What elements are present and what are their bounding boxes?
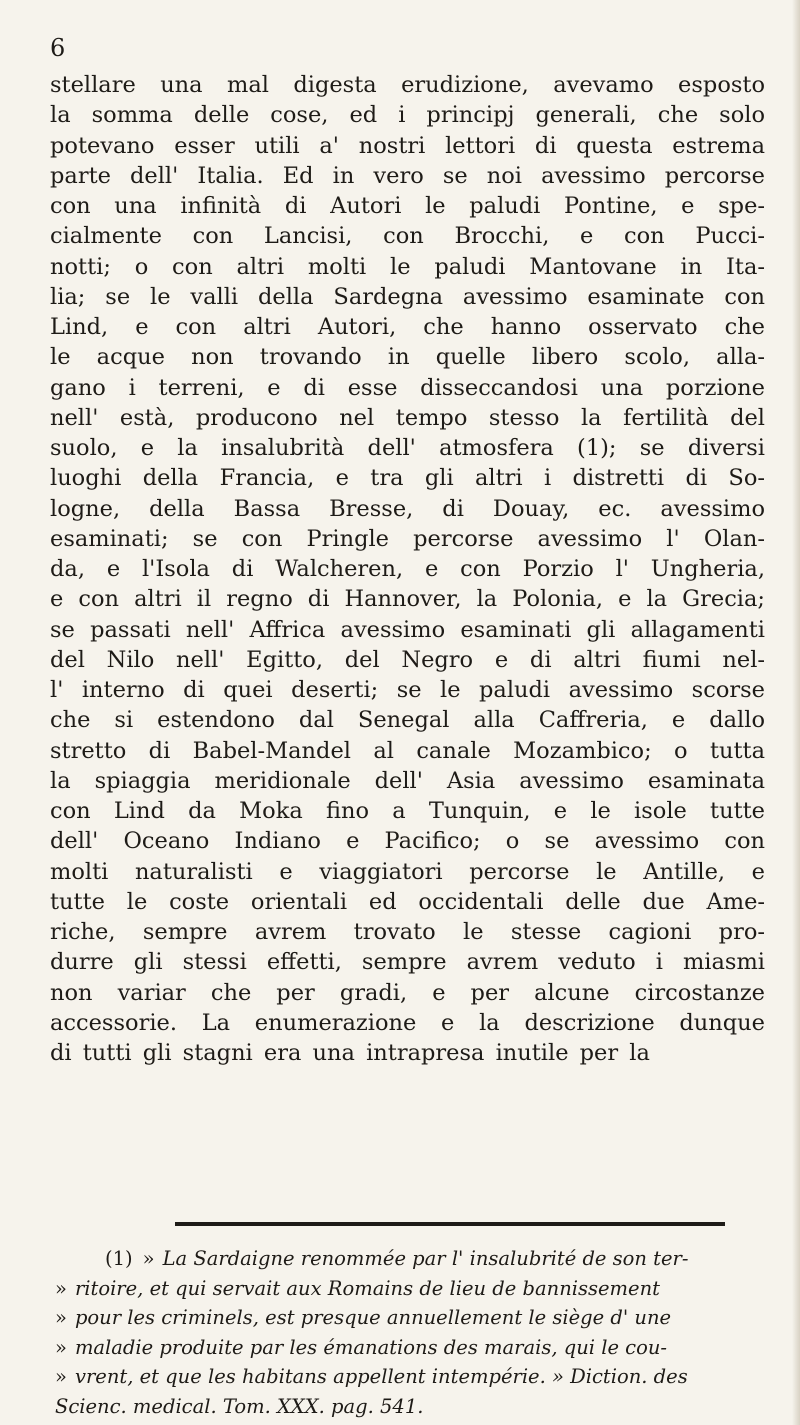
footnote [55, 1244, 765, 1421]
footnote-line [55, 1244, 765, 1274]
footnote-line [55, 1362, 765, 1392]
page-number: 6 [50, 34, 66, 62]
text-line: stretto di Babel-Mandel al canale Mozambico; o tutta [50, 737, 765, 764]
footnote-text: maladie produite par les émanations des marais, qui le cou- [74, 1335, 667, 1359]
quote-mark: » [55, 1365, 67, 1388]
text-line: parte dell' Italia. Ed in vero se noi avessimo percorse [50, 162, 765, 189]
text-line: esaminati; se con Pringle percorse avessimo l' Olan- [50, 525, 765, 552]
footnote-line [55, 1303, 765, 1333]
footnote-marker: (1) [105, 1247, 133, 1270]
footnote-line [55, 1333, 765, 1363]
text-line: se passati nell' Affrica avessimo esaminati gli allagamenti [50, 616, 765, 643]
text-line: suolo, e la insalubrità dell' atmosfera (1); se diversi [50, 435, 765, 461]
text-line: con una infinità di Autori le paludi Pontine, e spe- [50, 193, 765, 219]
page-edge-shadow [792, 0, 800, 1425]
text-line: da, e l'Isola di Walcheren, e con Porzio l' Ungheria, [50, 556, 765, 582]
text-line: luoghi della Francia, e tra gli altri i distretti di So- [50, 465, 765, 492]
footnote-line [55, 1274, 765, 1304]
footnote-text: vrent, et que les habitans appellent intempérie. » Diction. des [74, 1365, 688, 1388]
text-line: la somma delle cose, ed i principj generali, che solo [50, 102, 765, 129]
text-line: nell' està, producono nel tempo stesso la fertilità del [50, 404, 765, 431]
body-text [50, 70, 765, 1068]
quote-mark: » [55, 1276, 67, 1300]
text-line: e con altri il regno di Hannover, la Polonia, e la Grecia; [50, 586, 765, 613]
text-line: Lind, e con altri Autori, che hanno osservato che [50, 314, 765, 340]
text-line: logne, della Bassa Bresse, di Douay, ec. avessimo [50, 495, 765, 522]
text-line: l' interno di quei deserti; se le paludi avessimo scorse [50, 677, 765, 703]
footnote-text: La Sardaigne renommée par l' insalubrité de son ter- [162, 1247, 689, 1270]
text-line: durre gli stessi effetti, sempre avrem veduto i miasmi [50, 949, 765, 976]
text-line: molti naturalisti e viaggiatori percorse le Antille, e [50, 858, 765, 885]
text-line: che si estendono dal Senegal alla Caffreria, e dallo [50, 707, 765, 734]
text-line: notti; o con altri molti le paludi Mantovane in Ita- [50, 253, 765, 280]
text-line: la spiaggia meridionale dell' Asia avessimo esaminata [50, 767, 765, 794]
text-line: non variar che per gradi, e per alcune circostanze [50, 979, 765, 1006]
text-line: cialmente con Lancisi, con Brocchi, e con Pucci- [50, 223, 765, 250]
text-line: le acque non trovando in quelle libero scolo, alla- [50, 344, 765, 371]
footnote-text: Scienc. medical. Tom. XXX. pag. 541. [55, 1394, 424, 1418]
text-line: accessorie. La enumerazione e la descrizione dunque [50, 1009, 765, 1036]
footnote-line [55, 1392, 765, 1422]
footnote-text: pour les criminels, est presque annuellement le siège d' une [74, 1306, 672, 1329]
text-line: stellare una mal digesta erudizione, avevamo esposto [50, 72, 765, 98]
text-line: del Nilo nell' Egitto, del Negro e di altri fiumi nel- [50, 646, 765, 673]
quote-mark: » [55, 1335, 67, 1359]
text-line: lia; se le valli della Sardegna avessimo esaminate con [50, 283, 765, 310]
footnote-rule [175, 1222, 725, 1226]
footnote-text: ritoire, et qui servait aux Romains de lieu de bannissement [74, 1276, 660, 1300]
quote-mark: » [142, 1247, 155, 1270]
text-line: riche, sempre avrem trovato le stesse cagioni pro- [50, 919, 765, 945]
text-line: dell' Oceano Indiano e Pacifico; o se avessimo con [50, 828, 765, 855]
text-line: potevano esser utili a' nostri lettori di questa estrema [50, 132, 765, 159]
text-line: di tutti gli stagni era una intrapresa inutile per la [50, 1040, 650, 1066]
quote-mark: » [55, 1306, 67, 1329]
text-line: con Lind da Moka fino a Tunquin, e le isole tutte [50, 798, 765, 824]
text-line: tutte le coste orientali ed occidentali delle due Ame- [50, 888, 765, 915]
text-line: gano i terreni, e di esse disseccandosi una porzione [50, 374, 765, 401]
